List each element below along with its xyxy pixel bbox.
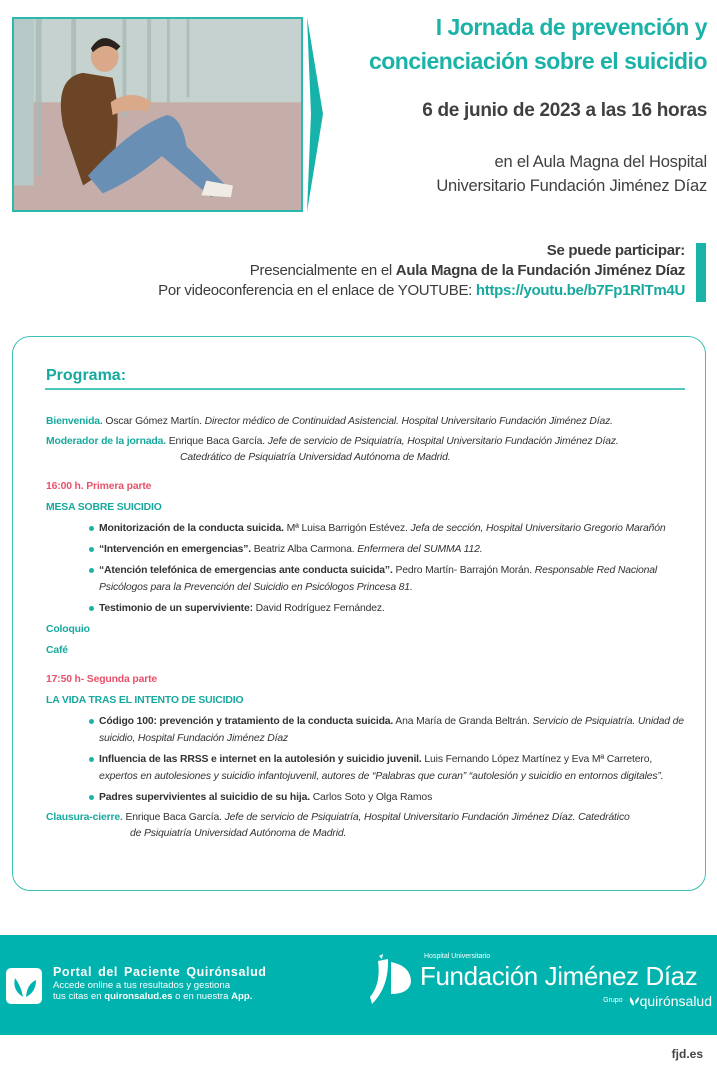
quironsalud-brand <box>629 993 712 1009</box>
portal-title: Portal del Paciente Quirónsalud <box>53 965 267 979</box>
item-title: “Intervención en emergencias”. <box>99 544 251 555</box>
welcome-label: Bienvenida. <box>46 416 103 427</box>
moderator-line <box>46 434 691 450</box>
item-name: Beatriz Alba Carmona. <box>251 544 358 555</box>
cafe-label: Café <box>46 645 68 656</box>
hospital-small-label: Hospital Universitario <box>424 953 491 960</box>
item-role: Responsable Red Nacional Psicólogos para la Prevención del Suicidio en Psicólogos Princesa 81. <box>99 565 658 593</box>
moderator-label: Moderador de la jornada. <box>46 436 166 447</box>
portal-line2-prefix: tus citas en <box>53 991 105 1002</box>
footer-band <box>0 935 717 1035</box>
coloquio-label: Coloquio <box>46 624 90 635</box>
item-title: Padres supervivientes al suicidio de su hija. <box>99 792 310 803</box>
part1-time: 16:00 h. Primera parte <box>46 481 152 492</box>
closing-role-cont: de Psiquiatría Universidad Autónoma de Madrid. <box>130 828 347 839</box>
fjd-logo-icon <box>369 952 413 1007</box>
portal-app-link[interactable]: App. <box>231 991 253 1002</box>
part2-item <box>89 789 685 806</box>
online-prefix: Por videoconferencia en el enlace de YOUTUBE: <box>158 282 476 299</box>
item-role: expertos en autolesiones y suicidio infantojuvenil, autores de “Palabras que curan” “autolesión y suicidio en entornos digitales”. <box>99 771 664 782</box>
portal-line2 <box>53 991 265 1002</box>
closing-role: Jefe de servicio de Psiquiatría, Hospital Universitario Fundación Jiménez Díaz. Catedrático <box>224 812 630 823</box>
item-name: Carlos Soto y Olga Ramos <box>309 792 433 803</box>
quironsalud-label: quirónsalud <box>639 993 712 1009</box>
youtube-link[interactable]: https://youtu.be/b7Fp1RlTm4U <box>475 282 685 299</box>
hospital-brand-block <box>420 952 713 991</box>
hospital-name: Fundación Jiménez Díaz <box>420 961 698 991</box>
part1-section: MESA SOBRE SUICIDIO <box>46 502 162 513</box>
participation-block <box>158 241 685 301</box>
patient-portal-block <box>53 965 265 1002</box>
moderator-role: Jefe de servicio de Psiquiatría, Hospital Universitario Fundación Jiménez Díaz. <box>267 436 619 447</box>
part2-item <box>89 713 685 747</box>
moderator-name: Enrique Baca García. <box>165 436 268 447</box>
event-title <box>327 10 707 78</box>
event-date: 6 de junio de 2023 a las 16 horas <box>422 100 707 121</box>
part2-section: LA VIDA TRAS EL INTENTO DE SUICIDIO <box>46 695 244 706</box>
part1-item <box>89 600 685 617</box>
bullet-icon <box>89 568 94 573</box>
item-title: Testimonio de un superviviente: <box>99 603 253 614</box>
item-name: Luis Fernando López Martínez y Eva Mª Carretero, <box>421 754 653 765</box>
welcome-line <box>46 414 691 430</box>
chevron-arrow-icon <box>307 17 323 212</box>
program-box <box>12 336 706 891</box>
participation-accent-bar <box>696 243 706 302</box>
item-title: Influencia de las RRSS e internet en la autolesión y suicidio juvenil. <box>99 754 422 765</box>
item-name: Pedro Martín- Barrajón Morán. <box>392 565 535 576</box>
quironsalud-leaf-icon <box>6 968 42 1004</box>
closing-line <box>46 810 691 826</box>
program-title: Programa: <box>46 367 127 384</box>
item-title: “Atención telefónica de emergencias ante conducta suicida”. <box>99 565 393 576</box>
bullet-icon <box>89 606 94 611</box>
event-title-line1: I Jornada de prevención y <box>435 14 707 40</box>
item-name: Ana María de Granda Beltrán. <box>393 716 533 727</box>
participation-online <box>158 281 685 301</box>
welcome-name: Oscar Gómez Martín. <box>102 416 205 427</box>
quironsalud-app-icon[interactable] <box>6 968 42 1004</box>
item-title: Monitorización de la conducta suicida. <box>99 523 284 534</box>
event-venue <box>436 150 707 198</box>
bullet-icon <box>89 526 94 531</box>
part1-item <box>89 562 685 596</box>
header-photo <box>12 17 303 212</box>
grupo-quironsalud-row <box>603 993 712 1009</box>
bullet-icon <box>89 719 94 724</box>
item-name: Mª Luisa Barrigón Estévez. <box>283 523 411 534</box>
item-name: David Rodríguez Fernández. <box>252 603 385 614</box>
venue-line2: Universitario Fundación Jiménez Díaz <box>436 177 707 195</box>
bullet-icon <box>89 547 94 552</box>
in-person-place: Aula Magna de la Fundación Jiménez Díaz <box>395 262 685 279</box>
part1-item <box>89 541 685 558</box>
bullet-icon <box>89 757 94 762</box>
in-person-prefix: Presencialmente en el <box>249 262 396 279</box>
bullet-icon <box>89 795 94 800</box>
participation-in-person <box>158 261 685 281</box>
part2-item <box>89 751 685 785</box>
participation-heading: Se puede participar: <box>546 242 685 259</box>
portal-line1: Accede online a tus resultados y gestiona <box>53 980 231 991</box>
closing-label: Clausura-cierre. <box>46 812 123 823</box>
portal-site-link[interactable]: quironsalud.es <box>104 991 173 1002</box>
portal-line2-mid: o en nuestra <box>172 991 232 1002</box>
photo-illustration <box>14 19 301 210</box>
moderator-role-cont: Catedrático de Psiquiatría Universidad Autónoma de Madrid. <box>180 452 451 463</box>
welcome-role: Director médico de Continuidad Asistencial. Hospital Universitario Fundación Jiménez Díaz. <box>204 416 613 427</box>
quironsalud-mark-icon <box>629 995 639 1007</box>
part1-item <box>89 520 685 537</box>
item-role: Jefa de sección, Hospital Universitario Gregorio Marañón <box>410 523 666 534</box>
item-title: Código 100: prevención y tratamiento de la conducta suicida. <box>99 716 394 727</box>
closing-name: Enrique Baca García. <box>122 812 225 823</box>
website-link[interactable]: fjd.es <box>671 1047 703 1061</box>
grupo-label: Grupo <box>603 997 623 1004</box>
event-title-line2: concienciación sobre el suicidio <box>368 48 707 74</box>
venue-line1: en el Aula Magna del Hospital <box>494 153 707 171</box>
part2-time: 17:50 h- Segunda parte <box>46 674 158 685</box>
item-role: Servicio de Psiquiatría. Unidad de suicidio, Hospital Fundación Jiménez Díaz <box>99 716 684 744</box>
program-divider <box>45 388 685 390</box>
item-role: Enfermera del SUMMA 112. <box>357 544 483 555</box>
